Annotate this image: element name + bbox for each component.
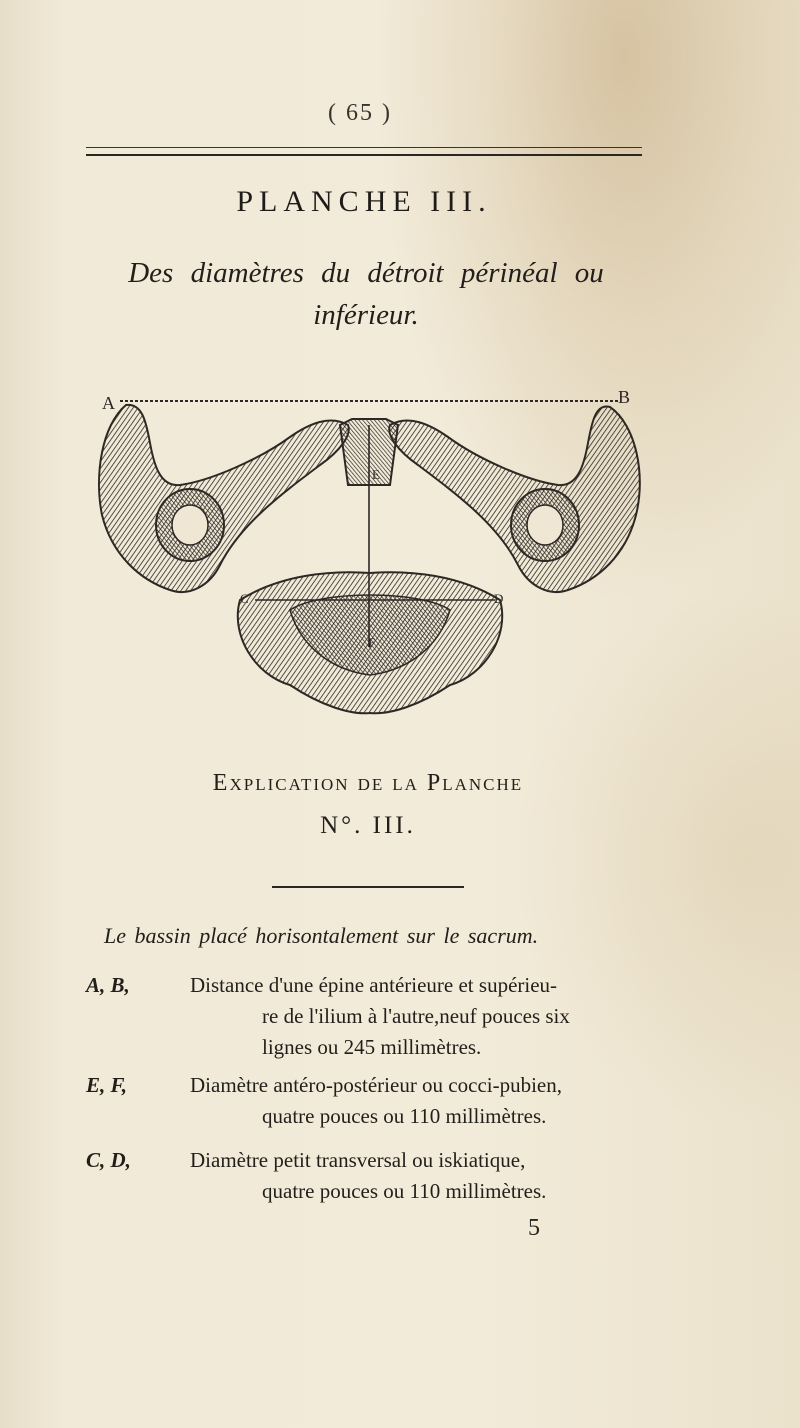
section-rule <box>272 886 464 888</box>
plate-title: PLANCHE III. <box>236 185 492 218</box>
entry-line: re de l'ilium à l'autre,neuf pouces six <box>262 1004 570 1028</box>
explication-title: Explication de la Planche <box>212 770 524 796</box>
figure-label-a: A <box>102 393 115 413</box>
figure-label-e: E <box>372 467 380 482</box>
entry-line: Distance d'une épine antérieure et supérieu- <box>190 973 558 997</box>
figure-label-d: D <box>494 591 504 606</box>
entry-letters: A, B, <box>86 973 130 997</box>
explication-number: N°. III. <box>320 812 416 839</box>
signature-mark: 5 <box>528 1215 540 1241</box>
header-rule <box>86 147 642 156</box>
entry-line: Diamètre antéro-postérieur ou cocci-pubien, <box>190 1073 563 1097</box>
intro-line: Le bassin placé horisontalement sur le sacrum. <box>104 923 539 948</box>
entry-line: quatre pouces ou 110 millimètres. <box>262 1179 547 1203</box>
entry-line: lignes ou 245 millimètres. <box>262 1035 482 1059</box>
pelvis-illustration <box>90 385 650 725</box>
pelvis-engraving <box>90 385 650 725</box>
figure-label-b: B <box>618 387 631 407</box>
figure-label-c: C <box>240 591 249 606</box>
entry-letters: E, F, <box>86 1073 128 1097</box>
plate-subtitle: Des diamètres du détroit périnéal ou inférieur. <box>128 257 604 331</box>
legend-entry-ab <box>86 970 686 1063</box>
entry-line: quatre pouces ou 110 millimètres. <box>262 1104 547 1128</box>
page-number: ( 65 ) <box>328 100 392 126</box>
figure-label-f: F <box>368 635 376 650</box>
entry-line: Diamètre petit transversal ou iskiatique, <box>190 1148 526 1172</box>
legend-entry-ef <box>86 1070 686 1132</box>
entry-letters: C, D, <box>86 1148 131 1172</box>
legend-entry-cd <box>86 1145 686 1207</box>
